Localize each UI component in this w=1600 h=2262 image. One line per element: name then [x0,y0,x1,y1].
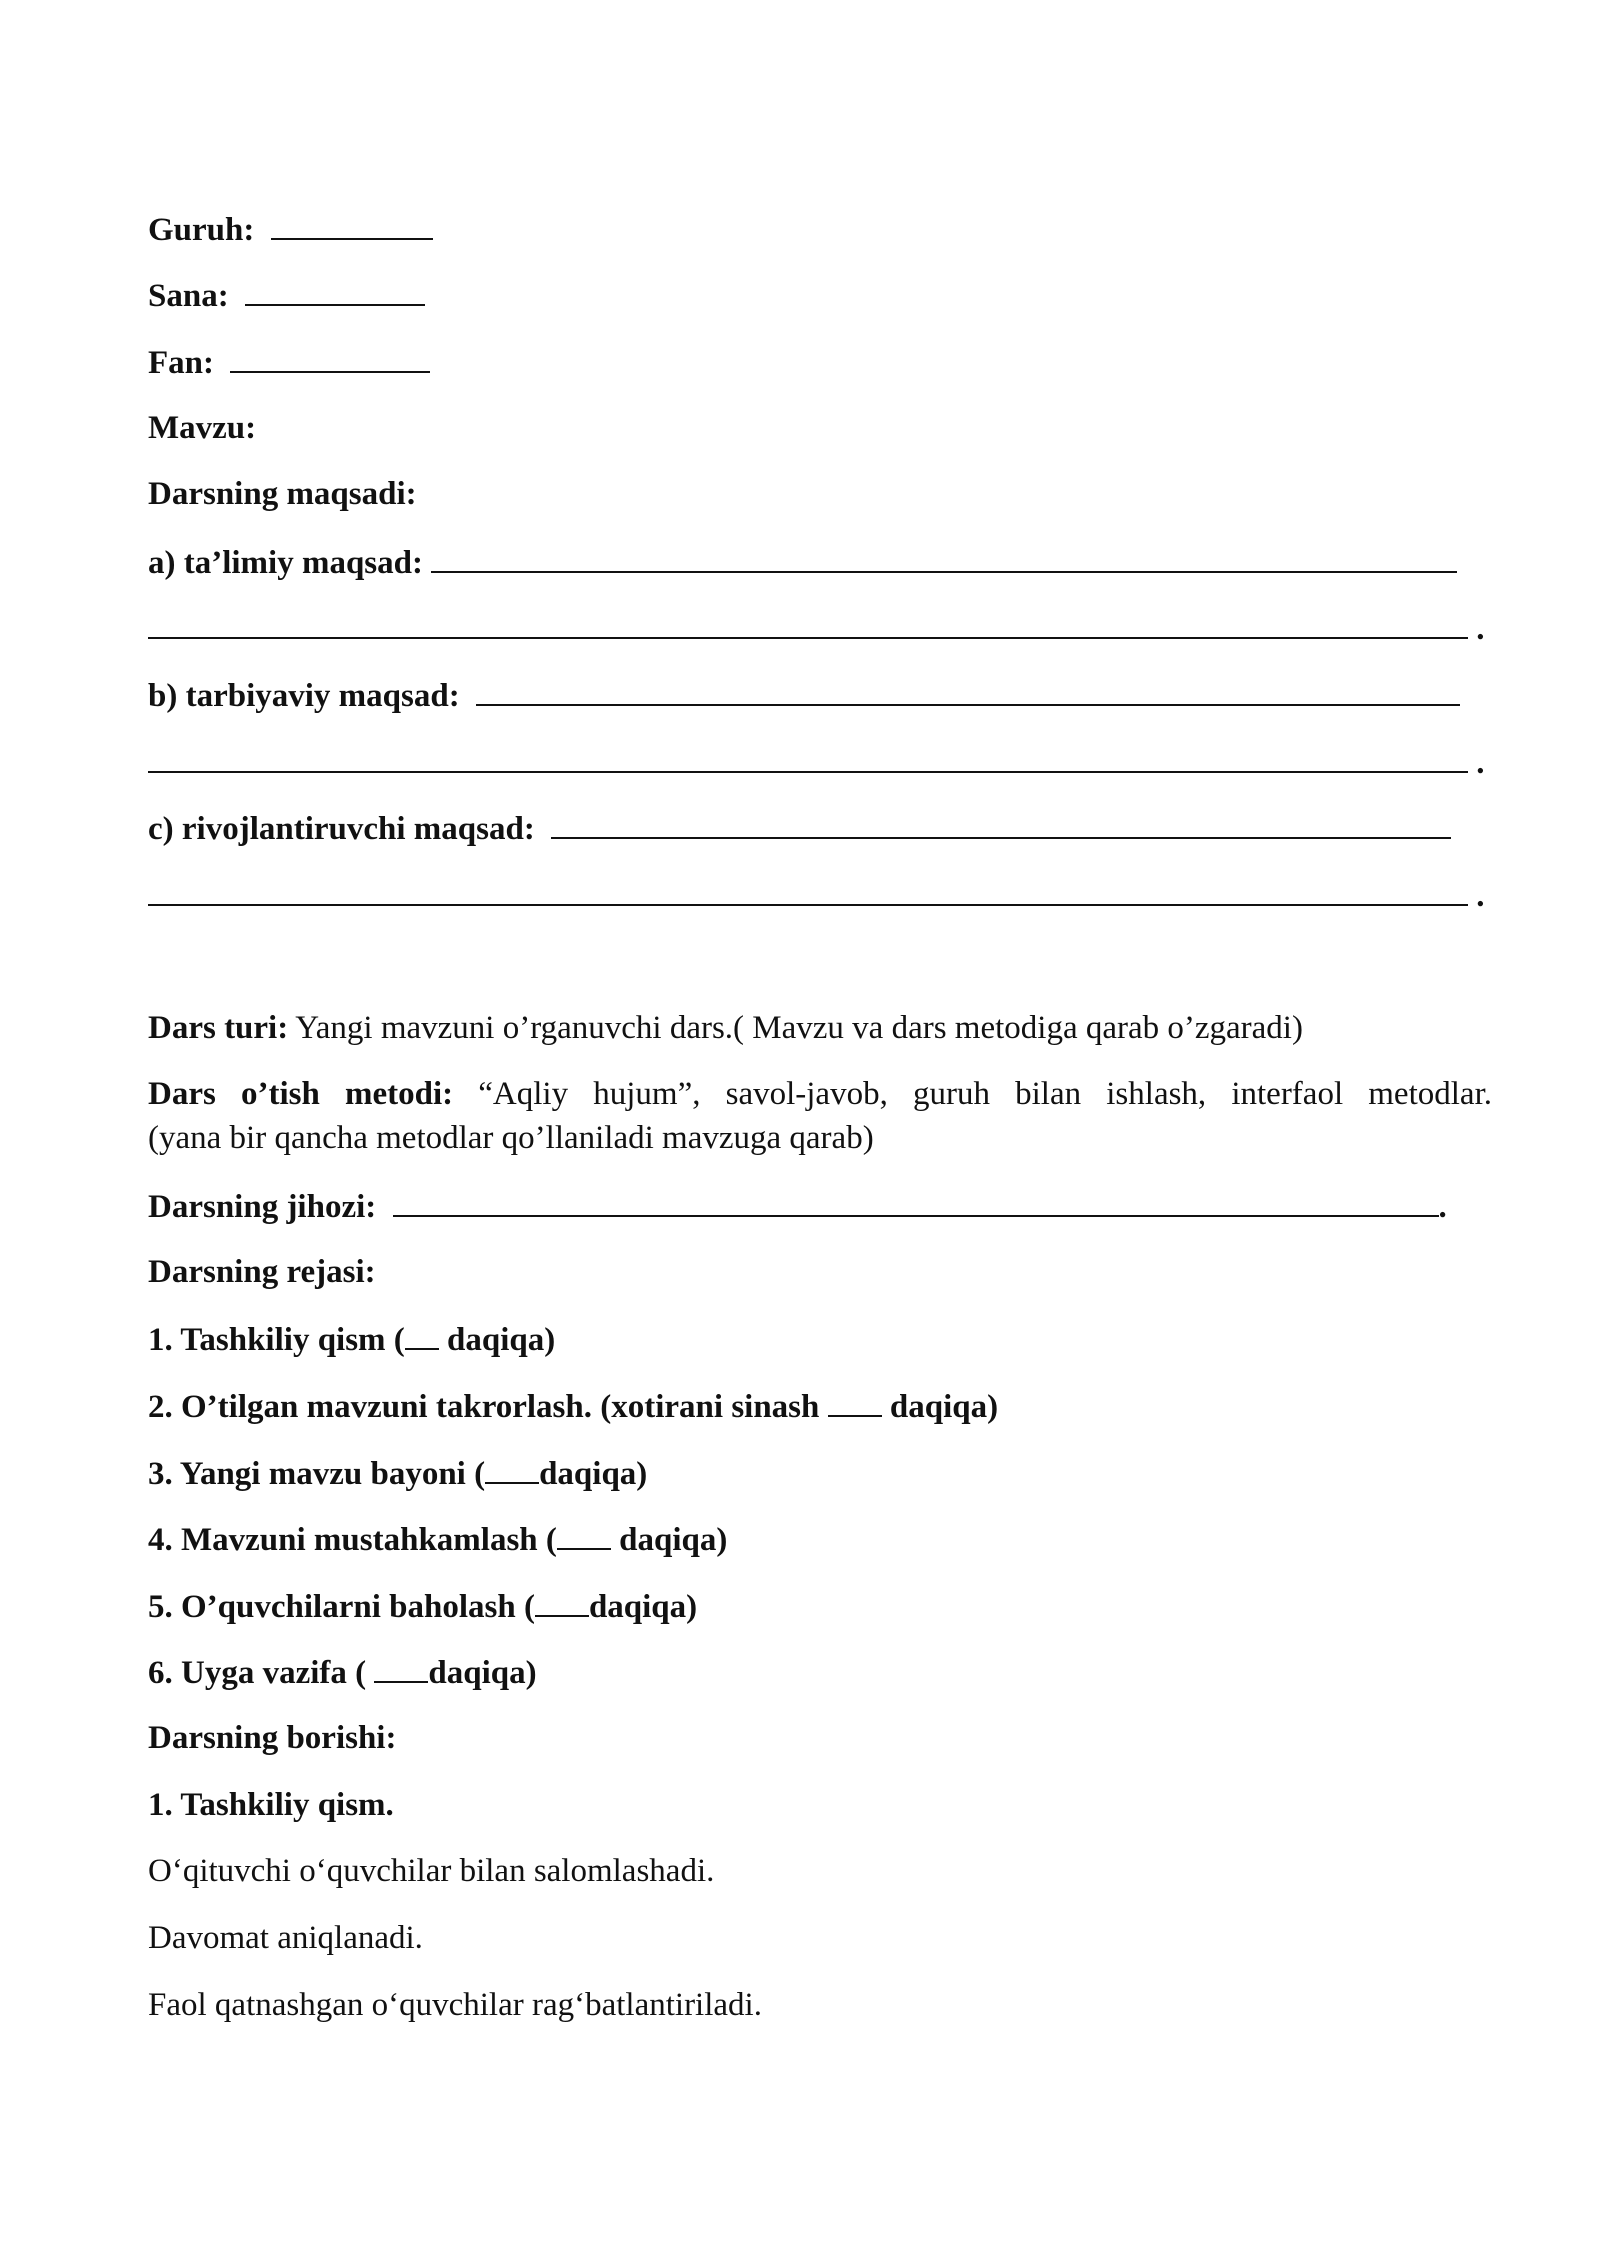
guruh-label: Guruh: [148,212,255,248]
dars-turi-line [148,1008,1303,1048]
reja-item-3-pre: 3. Yangi mavzu bayoni ( [148,1456,486,1492]
maqsad-title: Darsning maqsadi: [148,476,417,512]
reja-item-4-blank [557,1518,611,1550]
tarbiyaviy-maqsad-blank [476,674,1460,706]
dars-turi-label: Dars turi: [148,1010,289,1046]
rivojlantiruvchi-period: . [1476,878,1485,914]
dars-metodi-line [148,1074,1492,1114]
rivojlantiruvchi-maqsad-blank [551,807,1451,839]
borishi-line-3: Faol qatnashgan o‘quvchilar rag‘batlantiriladi. [148,1987,762,2023]
reja-item-3-post: daqiqa) [539,1456,648,1492]
borishi-section-1: 1. Tashkiliy qism. [148,1787,394,1823]
talimiy-maqsad-blank2 [148,607,1468,639]
rivojlantiruvchi-maqsad-line2 [148,874,1485,916]
talimiy-maqsad-line2 [148,607,1485,649]
reja-item-1 [148,1318,555,1360]
fan-line [148,341,430,383]
sana-line [148,274,425,316]
tarbiyaviy-maqsad-blank2 [148,741,1468,773]
jihozi-period: . [1438,1189,1447,1225]
dars-metodi-label: Dars o’tish metodi: [148,1076,454,1112]
dars-metodi-text2: (yana bir qancha metodlar qo’llaniladi mavzuga qarab) [148,1120,874,1156]
guruh-line [148,208,433,250]
reja-item-3 [148,1452,647,1494]
rivojlantiruvchi-maqsad-line [148,807,1451,849]
jihozi-blank [393,1185,1439,1217]
reja-item-4-post: daqiqa) [610,1522,728,1558]
reja-item-2-blank [828,1385,882,1417]
sana-label: Sana: [148,278,229,314]
fan-label: Fan: [148,345,214,381]
reja-item-6-pre: 6. Uyga vazifa ( [148,1655,375,1691]
dars-turi-text: Yangi mavzuni o’rganuvchi dars.( Mavzu va dars metodiga qarab o’zgaradi) [288,1010,1303,1046]
reja-item-1-blank [405,1318,439,1350]
dars-metodi-text: “Aqliy hujum”, savol-javob, guruh bilan ishlash, interfaol metodlar. [453,1076,1492,1112]
reja-item-4 [148,1518,727,1560]
reja-item-6-post: daqiqa) [428,1655,537,1691]
tarbiyaviy-maqsad-line2 [148,741,1485,783]
talimiy-maqsad-label: a) ta’limiy maqsad: [148,545,423,581]
tarbiyaviy-period: . [1476,745,1485,781]
talimiy-maqsad-blank [431,541,1457,573]
borishi-line-2: Davomat aniqlanadi. [148,1920,423,1956]
jihozi-line [148,1185,1447,1227]
reja-item-2-post: daqiqa) [881,1389,999,1425]
reja-item-1-pre: 1. Tashkiliy qism ( [148,1322,405,1358]
tarbiyaviy-maqsad-label: b) tarbiyaviy maqsad: [148,678,460,714]
fan-blank [230,341,430,373]
mavzu-label: Mavzu: [148,410,257,446]
reja-item-2 [148,1385,998,1427]
rivojlantiruvchi-maqsad-label: c) rivojlantiruvchi maqsad: [148,811,535,847]
borishi-line-1: O‘qituvchi o‘quvchilar bilan salomlashadi. [148,1853,715,1889]
talimiy-maqsad-line [148,541,1457,583]
reja-item-5-blank [535,1585,589,1617]
guruh-blank [271,208,433,240]
talimiy-period: . [1476,611,1485,647]
reja-item-2-pre: 2. O’tilgan mavzuni takrorlash. (xotirani sinash [148,1389,828,1425]
borishi-title: Darsning borishi: [148,1720,397,1756]
tarbiyaviy-maqsad-line [148,674,1460,716]
reja-item-6 [148,1651,537,1693]
reja-item-4-pre: 4. Mavzuni mustahkamlash ( [148,1522,557,1558]
jihozi-label: Darsning jihozi: [148,1189,377,1225]
sana-blank [245,274,425,306]
reja-item-5 [148,1585,697,1627]
reja-item-1-post: daqiqa) [438,1322,556,1358]
reja-item-5-post: daqiqa) [588,1589,698,1625]
rivojlantiruvchi-maqsad-blank2 [148,874,1468,906]
reja-item-3-blank [485,1452,539,1484]
rejasi-title: Darsning rejasi: [148,1254,376,1290]
reja-item-6-blank [374,1651,428,1683]
reja-item-5-pre: 5. O’quvchilarni baholash ( [148,1589,535,1625]
